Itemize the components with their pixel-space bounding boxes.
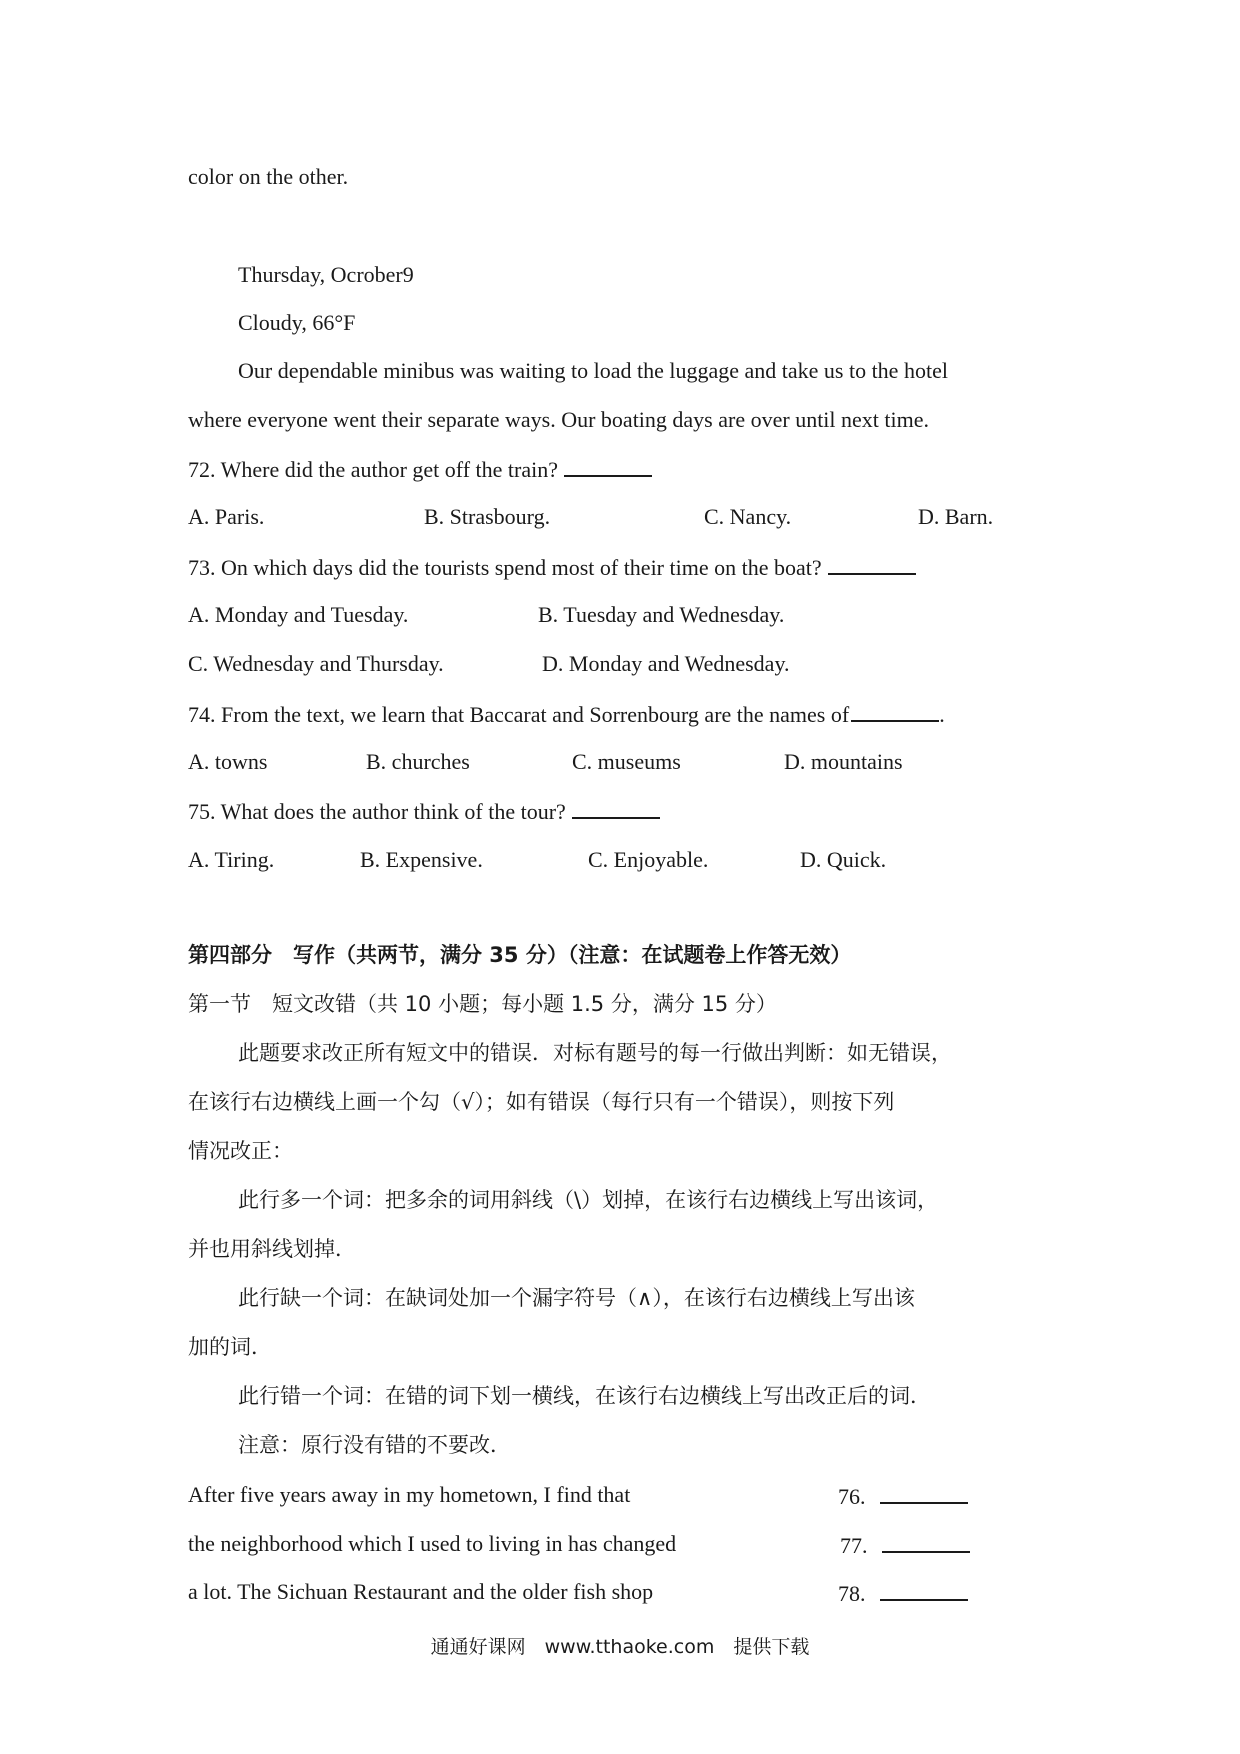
missing-word-rule-line-2: 加的词． bbox=[188, 1335, 272, 1359]
extra-word-rule-line-1: 此行多一个词：把多余的词用斜线（\）划掉，在该行右边横线上写出该词， bbox=[238, 1188, 939, 1212]
correction-number-77 bbox=[840, 1533, 970, 1557]
question-75-option-c: C. Enjoyable. bbox=[588, 847, 709, 872]
correction-number-76-label: 76. bbox=[838, 1484, 866, 1509]
question-73-option-d: D. Monday and Wednesday. bbox=[542, 651, 790, 676]
question-72-stem bbox=[188, 457, 652, 481]
instruction-line-3: 情况改正： bbox=[188, 1139, 293, 1163]
question-74-option-a: A. towns bbox=[188, 749, 268, 774]
instruction-line-2: 在该行右边横线上画一个勾（√）；如有错误（每行只有一个错误），则按下列 bbox=[188, 1090, 895, 1114]
section-4-title: 第四部分 写作（共两节，满分 35 分）（注意：在试题卷上作答无效） bbox=[188, 943, 852, 967]
missing-word-rule-line-1: 此行缺一个词：在缺词处加一个漏字符号（∧），在该行右边横线上写出该 bbox=[238, 1286, 915, 1310]
question-75-answer-blank[interactable] bbox=[572, 799, 660, 819]
correction-78-answer-blank[interactable] bbox=[880, 1581, 968, 1601]
question-75-text: 75. What does the author think of the tour? bbox=[188, 799, 566, 824]
extra-word-rule-line-2: 并也用斜线划掉． bbox=[188, 1237, 356, 1261]
question-72-option-d: D. Barn. bbox=[918, 504, 994, 529]
correction-line-76: After five years away in my hometown, I find that bbox=[188, 1482, 631, 1507]
question-75-option-b: B. Expensive. bbox=[360, 847, 483, 872]
question-73-text: 73. On which days did the tourists spend most of their time on the boat? bbox=[188, 555, 822, 580]
correction-number-78-label: 78. bbox=[838, 1581, 866, 1606]
section-4-subtitle: 第一节 短文改错（共 10 小题；每小题 1.5 分，满分 15 分） bbox=[188, 992, 777, 1016]
question-73-stem bbox=[188, 555, 916, 579]
question-75-stem bbox=[188, 799, 660, 823]
correction-77-answer-blank[interactable] bbox=[882, 1533, 970, 1553]
instruction-line-1: 此题要求改正所有短文中的错误．对标有题号的每一行做出判断：如无错误， bbox=[238, 1041, 952, 1065]
correction-number-78 bbox=[838, 1581, 968, 1605]
question-72-option-c: C. Nancy. bbox=[704, 504, 792, 529]
diary-date: Thursday, Ocrober9 bbox=[238, 262, 414, 287]
question-75-option-d: D. Quick. bbox=[800, 847, 887, 872]
correction-number-77-label: 77. bbox=[840, 1533, 868, 1558]
question-74-answer-blank[interactable] bbox=[851, 702, 939, 722]
question-74-option-c: C. museums bbox=[572, 749, 681, 774]
question-75-option-a: A. Tiring. bbox=[188, 847, 275, 872]
question-72-option-a: A. Paris. bbox=[188, 504, 265, 529]
question-74-text: 74. From the text, we learn that Baccarat and Sorrenbourg are the names of bbox=[188, 702, 850, 727]
question-74-stem bbox=[188, 702, 945, 726]
wrong-word-rule: 此行错一个词：在错的词下划一横线，在该行右边横线上写出改正后的词． bbox=[238, 1384, 931, 1408]
question-74-option-d: D. mountains bbox=[784, 749, 903, 774]
note-line: 注意：原行没有错的不要改． bbox=[238, 1433, 511, 1457]
question-72-option-b: B. Strasbourg. bbox=[424, 504, 551, 529]
diary-paragraph-line-2: where everyone went their separate ways. Our boating days are over until next time. bbox=[188, 407, 930, 432]
correction-line-77: the neighborhood which I used to living in has changed bbox=[188, 1531, 677, 1556]
correction-76-answer-blank[interactable] bbox=[880, 1484, 968, 1504]
question-72-text: 72. Where did the author get off the train? bbox=[188, 457, 559, 482]
question-73-option-a: A. Monday and Tuesday. bbox=[188, 602, 409, 627]
passage-tail: color on the other. bbox=[188, 164, 349, 189]
diary-weather: Cloudy, 66°F bbox=[238, 310, 356, 335]
question-72-answer-blank[interactable] bbox=[564, 457, 652, 477]
correction-number-76 bbox=[838, 1484, 968, 1508]
page-footer: 通通好课网 www.tthaoke.com 提供下载 bbox=[430, 1636, 810, 1658]
question-73-answer-blank[interactable] bbox=[828, 555, 916, 575]
question-73-option-c: C. Wednesday and Thursday. bbox=[188, 651, 444, 676]
correction-line-78: a lot. The Sichuan Restaurant and the older fish shop bbox=[188, 1579, 654, 1604]
question-73-option-b: B. Tuesday and Wednesday. bbox=[538, 602, 785, 627]
question-74-option-b: B. churches bbox=[366, 749, 470, 774]
diary-paragraph-line-1: Our dependable minibus was waiting to load the luggage and take us to the hotel bbox=[238, 358, 948, 383]
question-74-stem-end: . bbox=[939, 702, 945, 727]
